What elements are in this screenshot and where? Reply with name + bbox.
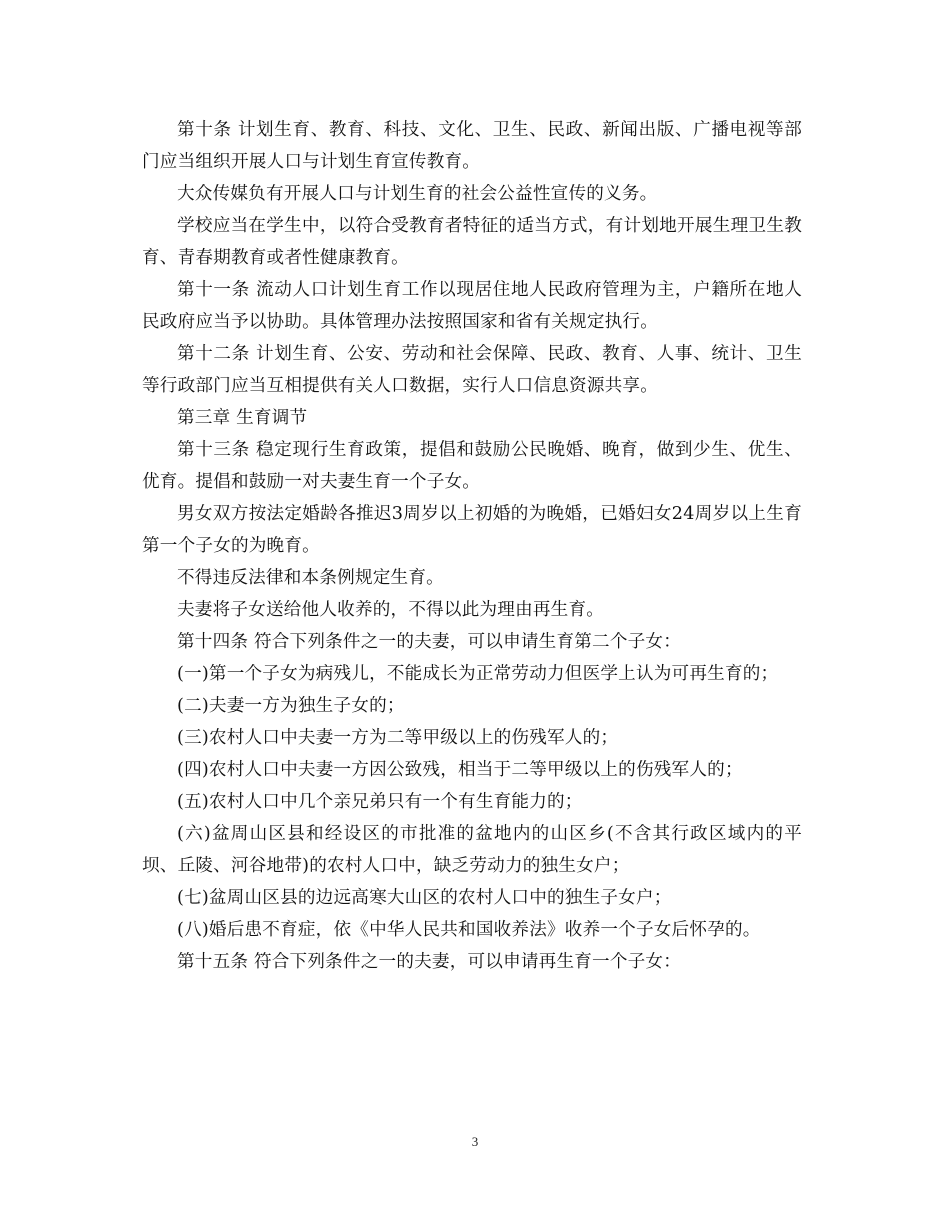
list-item-5: (五)农村人口中几个亲兄弟只有一个有生育能力的； (177, 792, 583, 812)
paragraph-article-14: 第十四条 符合下列条件之一的夫妻，可以申请生育第二个子女： (177, 632, 682, 652)
list-item-2: (二)夫妻一方为独生子女的； (177, 696, 405, 716)
paragraph-article-12: 第十二条 计划生育、公安、劳动和社会保障、民政、教育、人事、统计、卫生等行政部门应当互相提供有关人口数据，实行人口信息资源共享。 (142, 344, 802, 396)
list-item-4: (四)农村人口中夫妻一方因公致残，相当于二等甲级以上的伤残军人的； (177, 760, 743, 780)
list-item-6: (六)盆周山区县和经设区的市批准的盆地内的山区乡(不含其行政区域内的平坝、丘陵、河谷地带)的农村人口中，缺乏劳动力的独生女户； (142, 824, 802, 876)
document-body (142, 114, 802, 978)
paragraph-adoption: 夫妻将子女送给他人收养的，不得以此为理由再生育。 (177, 600, 605, 620)
paragraph-late-marriage: 男女双方按法定婚龄各推迟3周岁以上初婚的为晚婚，已婚妇女24周岁以上生育第一个子女的为晚育。 (142, 504, 802, 556)
chapter-heading: 第三章 生育调节 (177, 408, 308, 428)
paragraph-no-violation: 不得违反法律和本条例规定生育。 (177, 568, 444, 588)
list-item-3: (三)农村人口中夫妻一方为二等甲级以上的伤残军人的； (177, 728, 619, 748)
paragraph-article-11: 第十一条 流动人口计划生育工作以现居住地人民政府管理为主，户籍所在地人民政府应当予以协助。具体管理办法按照国家和省有关规定执行。 (142, 280, 802, 332)
paragraph-article-15: 第十五条 符合下列条件之一的夫妻，可以申请再生育一个子女： (177, 952, 682, 972)
paragraph-school-education: 学校应当在学生中，以符合受教育者特征的适当方式，有计划地开展生理卫生教育、青春期教育或者性健康教育。 (142, 216, 802, 268)
paragraph-article-13: 第十三条 稳定现行生育政策，提倡和鼓励公民晚婚、晚育，做到少生、优生、优育。提倡和鼓励一对夫妻生育一个子女。 (142, 440, 802, 492)
list-item-8: (八)婚后患不育症，依《中华人民共和国收养法》收养一个子女后怀孕的。 (177, 920, 761, 940)
paragraph-article-10: 第十条 计划生育、教育、科技、文化、卫生、民政、新闻出版、广播电视等部门应当组织开展人口与计划生育宣传教育。 (142, 120, 802, 172)
list-item-1: (一)第一个子女为病残儿，不能成长为正常劳动力但医学上认为可再生育的； (177, 664, 779, 684)
paragraph-media-duty: 大众传媒负有开展人口与计划生育的社会公益性宣传的义务。 (177, 184, 658, 204)
list-item-7: (七)盆周山区县的边远高寒大山区的农村人口中的独生子女户； (177, 888, 672, 908)
page-number: 3 (471, 1134, 479, 1149)
